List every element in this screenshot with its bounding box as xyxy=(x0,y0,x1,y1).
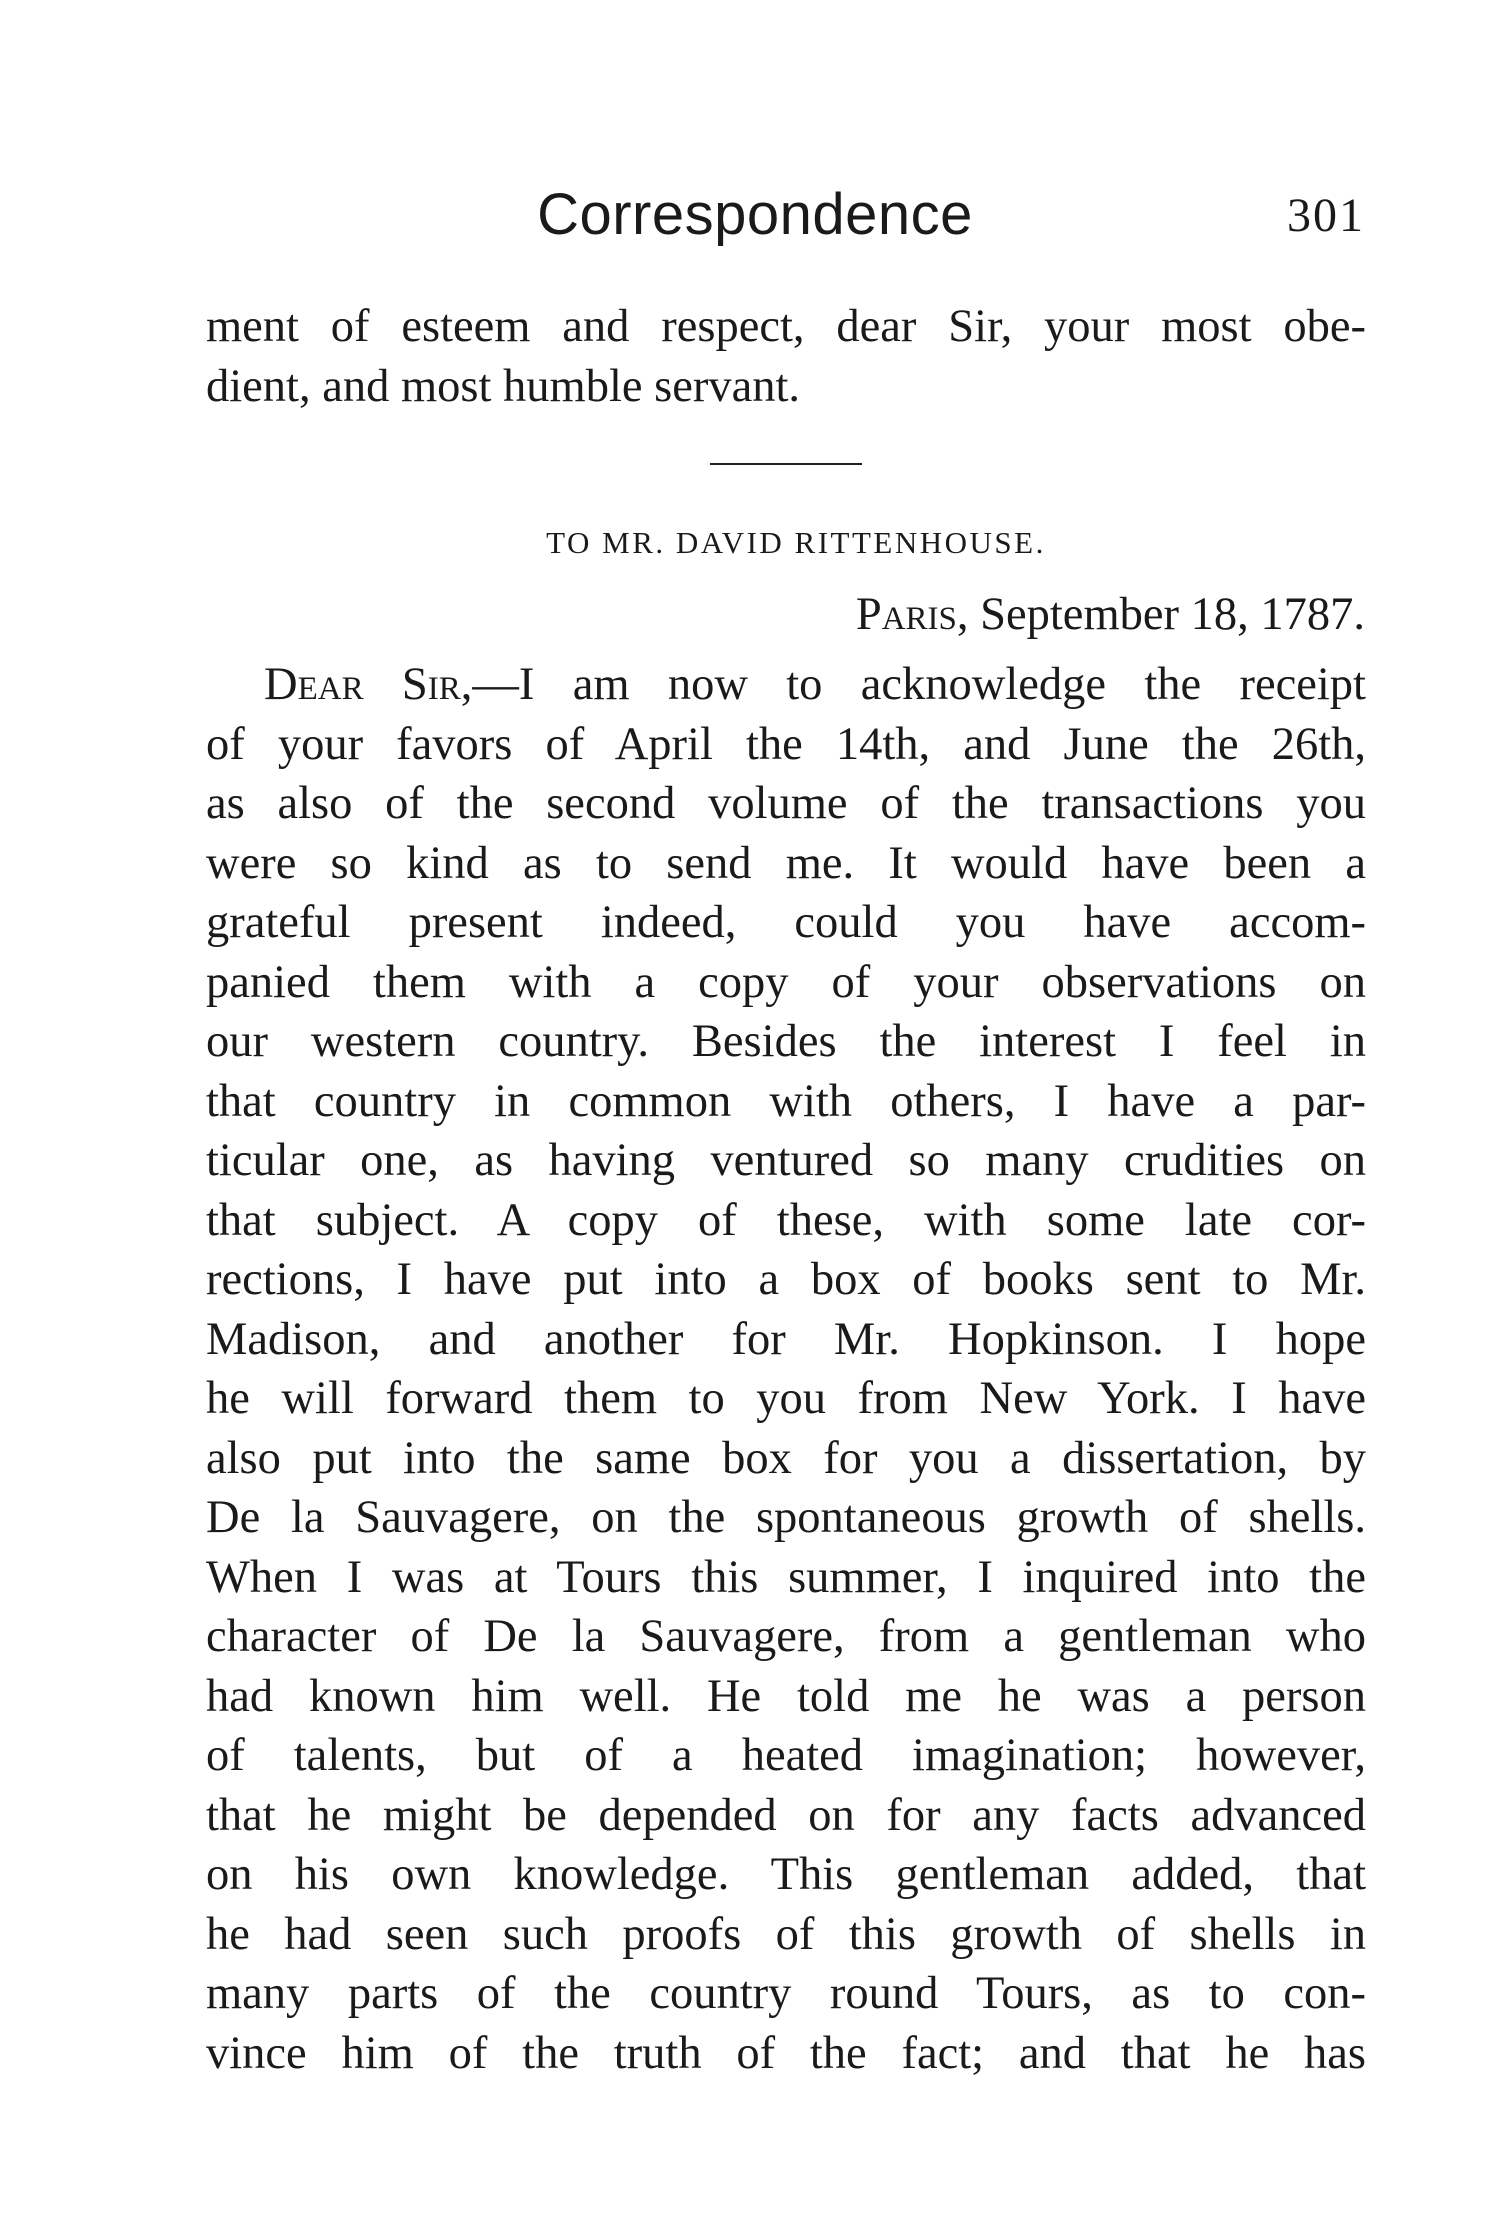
text-line: he had seen such proofs of this growth of shells in xyxy=(206,1908,1366,1960)
text-line: of your favors of April the 14th, and June the 26th, xyxy=(206,718,1366,770)
page-number: 301 xyxy=(1287,189,1365,242)
running-title: Correspondence xyxy=(537,182,973,247)
first-line-text: ,—I am now to acknowledge the receipt xyxy=(460,659,1366,710)
text-line: ment of esteem and respect, dear Sir, your most obe- xyxy=(206,301,1366,352)
text-line: De la Sauvagere, on the spontaneous growth of shells. xyxy=(206,1492,1366,1543)
continuation-paragraph xyxy=(206,297,1366,416)
letter-addressee: TO MR. DAVID RITTENHOUSE. xyxy=(546,525,1046,560)
text-line: that he might be depended on for any facts advanced xyxy=(206,1789,1366,1841)
text-line: also put into the same box for you a dissertation, by xyxy=(206,1432,1366,1484)
text-line: on his own knowledge. This gentleman added, that xyxy=(206,1849,1366,1900)
text-line: rections, I have put into a box of books sent to Mr. xyxy=(206,1254,1366,1305)
text-line: grateful present indeed, could you have accom- xyxy=(206,897,1366,948)
text-line: he will forward them to you from New York. I have xyxy=(206,1373,1366,1424)
text-line: as also of the second volume of the transactions you xyxy=(206,778,1366,829)
text-line: our western country. Besides the interest I feel in xyxy=(206,1016,1366,1067)
text-line: of talents, but of a heated imagination; however, xyxy=(206,1730,1366,1781)
text-line: that country in common with others, I have a par- xyxy=(206,1075,1366,1127)
text-line: ticular one, as having ventured so many crudities on xyxy=(206,1135,1366,1186)
section-divider xyxy=(710,463,862,465)
text-line: Madison, and another for Mr. Hopkinson. I hope xyxy=(206,1313,1366,1365)
letter-place: Paris xyxy=(855,589,957,640)
text-line-first xyxy=(206,655,1366,715)
text-line: character of De la Sauvagere, from a gentleman who xyxy=(206,1611,1366,1662)
text-line: dient, and most humble servant. xyxy=(206,360,801,412)
letter-salutation: Dear Sir xyxy=(264,659,461,710)
text-line: were so kind as to send me. It would have been a xyxy=(206,837,1366,889)
text-line: many parts of the country round Tours, as to con- xyxy=(206,1968,1366,2019)
text-line: had known him well. He told me he was a person xyxy=(206,1670,1366,1722)
letter-date: , September 18, 1787. xyxy=(956,589,1365,640)
text-line: When I was at Tours this summer, I inquired into the xyxy=(206,1551,1366,1603)
text-line: that subject. A copy of these, with some late cor- xyxy=(206,1194,1366,1246)
running-head xyxy=(205,175,1365,255)
text-line: panied them with a copy of your observations on xyxy=(206,956,1366,1008)
letter-dateline xyxy=(856,580,1365,650)
letter-body xyxy=(206,655,1366,2083)
text-line: vince him of the truth of the fact; and that he has xyxy=(206,2027,1366,2079)
